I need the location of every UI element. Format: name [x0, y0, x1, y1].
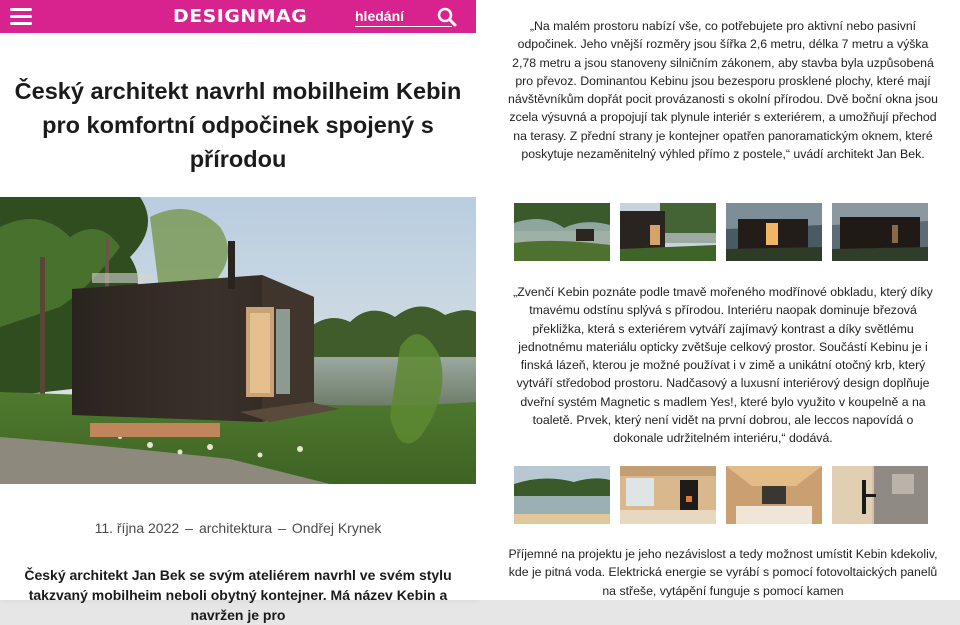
photo-gallery-exterior [514, 203, 928, 261]
photo-gallery-interior [514, 466, 928, 524]
quote-paragraph-1: „Na malém prostoru nabízí vše, co potřebujete pro aktivní nebo pasivní odpočinek. Jeho vnější rozměry jsou šířka 2,6 metru, délka 7 metru a výška 2,78 metru a jsou stanoveny silničním zákonem, aby stavba byla uzpůsobená pro převoz. Dominantou Kebinu jsou bezesporu prosklené plochy, které mají návštěvníkům dopřát pocit provázanosti s okolní přírodou. Dvě boční okna jsou zcela výsuvná a propojují tak plynule interiér s exteriérem, a umožňují přechod na terasy. Z přední strany je kontejner opatřen panoramatickým oknem, které poskytuje nezaměnitelný výhled přímo z postele,“ uvádí architekt Jan Bek. [508, 19, 938, 162]
mobile-article-page [0, 0, 476, 623]
top-navigation-bar [0, 0, 476, 33]
paragraph-3: Příjemné na projektu je jeho nezávislost a tedy možnost umístit Kebin kdekoliv, kde je pitná voda. Elektrická energie se vyrábí s pomocí fotovoltaických panelů na střeše, vytápění funguje s pomocí kamen [508, 547, 938, 598]
gallery-thumbnail[interactable] [726, 203, 822, 261]
category-link[interactable]: architektura [198, 520, 273, 536]
publish-date: 11. října 2022 [94, 520, 180, 536]
article-lead: Český architekt Jan Bek se svým ateliérem navrhl ve svém stylu takzvaný mobilheim neboli obytný kontejner. Má název Kebin a navržen je pro [24, 567, 452, 623]
gallery-thumbnail[interactable] [620, 203, 716, 261]
gallery-thumbnail[interactable] [832, 466, 928, 524]
hero-photo-kebin-cabin [0, 197, 476, 484]
article-meta [0, 520, 476, 536]
gallery-thumbnail[interactable] [514, 203, 610, 261]
meta-separator: – [278, 520, 286, 536]
menu-icon[interactable] [10, 8, 32, 25]
gallery-thumbnail[interactable] [514, 466, 610, 524]
gallery-thumbnail[interactable] [832, 203, 928, 261]
gallery-thumbnail[interactable] [620, 466, 716, 524]
search-input[interactable] [355, 6, 431, 26]
article-title: Český architekt navrhl mobilheim Kebin pro komfortní odpočinek spojený s přírodou [14, 78, 462, 172]
article-continuation-page [476, 0, 960, 600]
meta-separator: – [185, 520, 193, 536]
site-logo[interactable]: DESIGNMAG [173, 6, 308, 27]
search-icon[interactable] [437, 7, 457, 27]
quote-paragraph-2: „Zvenčí Kebin poznáte podle tmavě mořeného modřínové obkladu, který díky tmavému odstínu splývá s přírodou. Interiéru naopak dominuje březová překližka, která s exteriérem vytváří zajímavý kontrast a díky světlému jednotnému materiálu opticky zvětšuje celkový prostor. Součástí Kebinu je i finská lázeň, kterou je možné používat i v zimě a unikátní otočný krb, který vytváří středobod prostoru. Nadčasový a luxusní interiérový design doplňuje dveřní systém Magnetic s madlem Yes!, které bylo využito v koupelně a na toaletě. Prvek, který není vidět na první dobrou, ale leccos napovídá o dokonale udržitelném interiéru,“ dodává. [513, 285, 933, 446]
author-link[interactable]: Ondřej Krynek [291, 520, 382, 536]
gallery-thumbnail[interactable] [726, 466, 822, 524]
